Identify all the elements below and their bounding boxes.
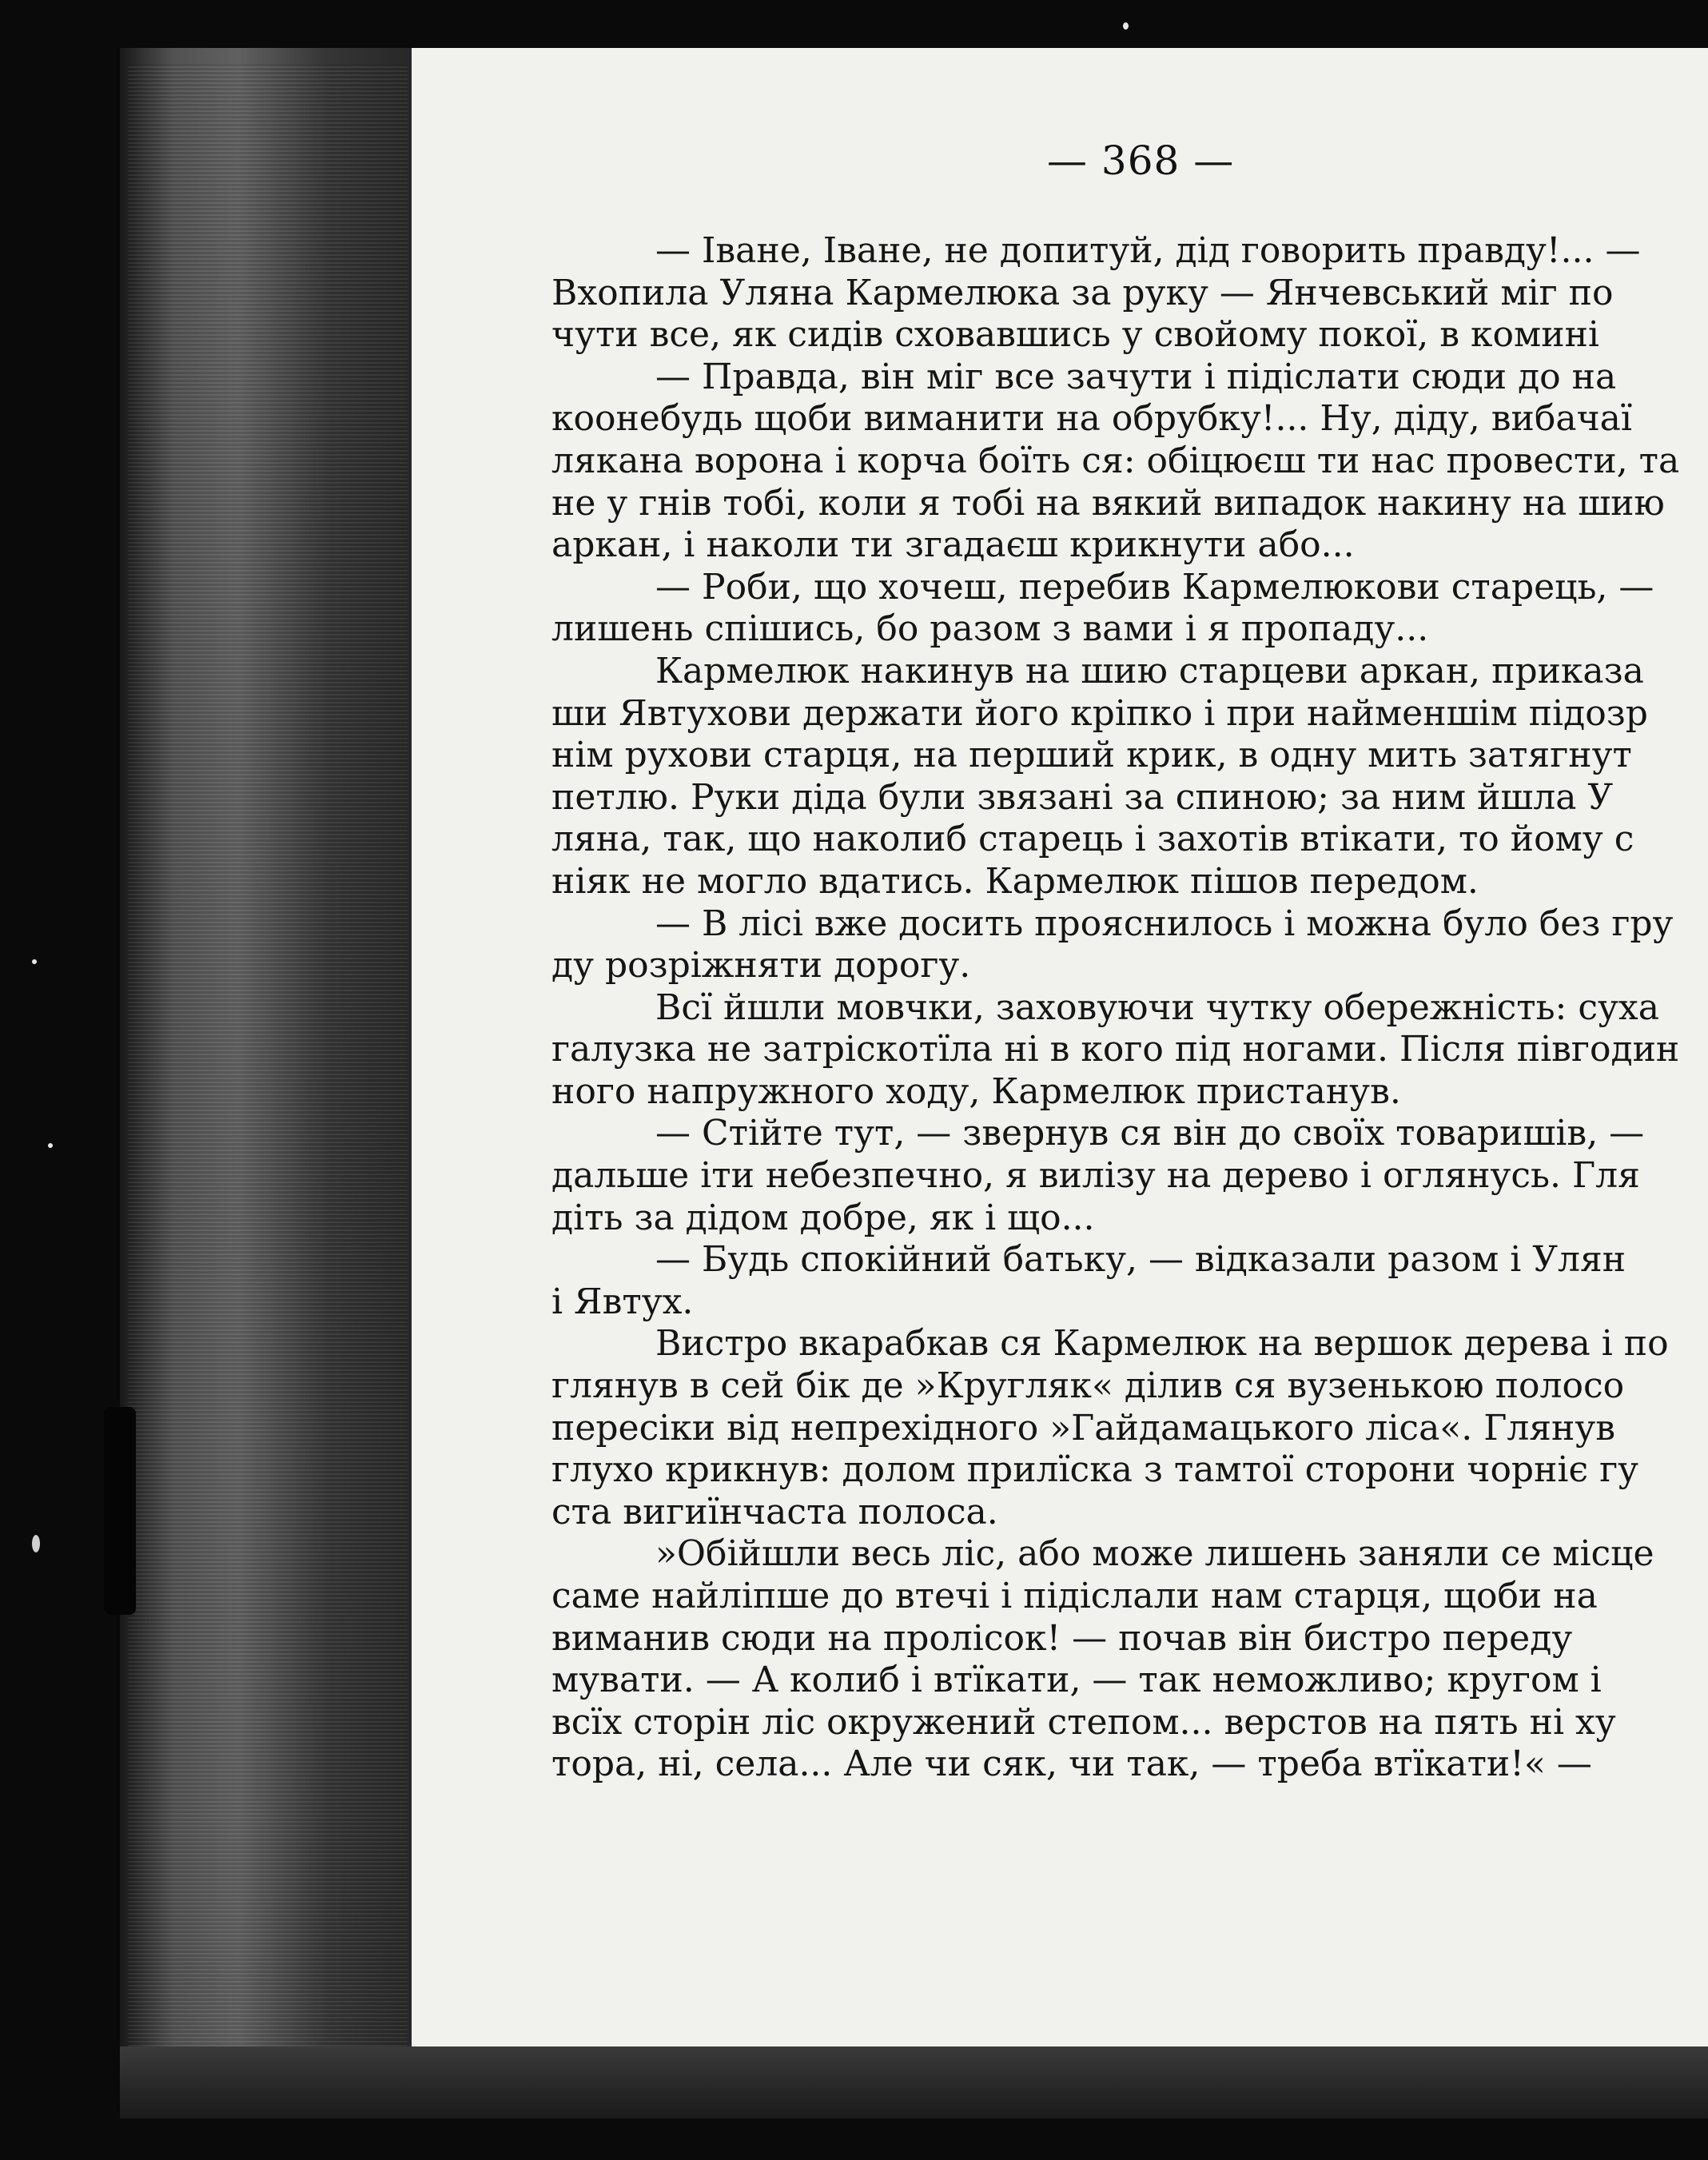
book-page <box>412 48 1708 2046</box>
text-line: коонебудь щоби виманити на обрубку!... Ну, діду, вибачаї <box>551 398 1632 440</box>
page-text <box>551 230 1708 1786</box>
text-line: всїх сторін ліс окружений степом... верстов на пять ні ху <box>551 1701 1616 1743</box>
text-line: Вхопила Уляна Кармелюка за руку — Янчевський міг по <box>551 272 1614 313</box>
text-line: чути все, як сидів сховавшись у свойому покої, в комині <box>551 314 1599 356</box>
text-line: мувати. — А колиб і втїкати, — так неможливо; кругом і <box>551 1660 1602 1701</box>
text-line: Всї йшли мовчки, заховуючи чутку обережність: суха <box>655 986 1659 1028</box>
text-line: пересіки від непрехідного »Гайдамацького ліса«. Глянув <box>551 1407 1616 1449</box>
page-number: — 368 — <box>1047 137 1235 184</box>
text-line: ду розріжняти дорогу. <box>551 945 971 986</box>
text-line: галузка не затріскотїла ні в кого під ногами. Після півгодин <box>551 1029 1680 1070</box>
text-line: тора, ні, села... Але чи сяк, чи так, — треба втїкати!« — <box>551 1744 1592 1785</box>
text-line: ного напружного ходу, Кармелюк пристанув. <box>551 1070 1401 1112</box>
text-line: — Роби, що хочеш, перебив Кармелюкови старець, — <box>655 566 1654 608</box>
text-line: — В лісі вже досить прояснилось і можна було без гру <box>655 903 1674 944</box>
text-line: — Будь спокійний батьку, — відказали разом і Улян <box>655 1239 1626 1281</box>
text-line: петлю. Руки діда були звязані за спиною; за ним йшла У <box>551 776 1614 818</box>
text-line: лишень спішись, бо разом з вами і я пропаду... <box>551 608 1429 650</box>
text-line: — Стійте тут, — звернув ся він до своїх товаришів, — <box>655 1113 1645 1154</box>
text-line: аркан, і наколи ти згадаєш крикнути або... <box>551 524 1355 566</box>
text-line: глянув в сей бік де »Кругляк« ділив ся вузенькою полосо <box>551 1365 1625 1407</box>
text-line: лякана ворона і корча боїть ся: обіцюєш ти нас провести, та <box>551 440 1680 481</box>
text-line: ніяк не могло вдатись. Кармелюк пішов передом. <box>551 860 1479 902</box>
book-bottom-edge <box>120 2046 1708 2118</box>
text-line: ши Явтухови держати його кріпко і при найменшім підозр <box>551 692 1648 734</box>
spine-tear <box>104 1407 136 1615</box>
text-line: діть за дідом добре, як і що... <box>551 1197 1095 1238</box>
text-line: виманив сюди на пролісок! — почав він бистро переду <box>551 1617 1573 1659</box>
scan-speck <box>32 959 37 964</box>
text-line: »Обійшли весь ліс, або може лишень заняли се місце <box>655 1533 1654 1575</box>
text-line: і Явтух. <box>551 1281 694 1322</box>
text-line: — Правда, він міг все зачути і підіслати сюди до на <box>655 356 1617 397</box>
text-line: глухо крикнув: долом прилїска з тамтої сторони чорніє гу <box>551 1449 1639 1491</box>
text-line: — Іване, Іване, не допитуй, дід говорить правду!... — <box>655 230 1641 271</box>
text-line: Кармелюк накинув на шию старцеви аркан, приказа <box>655 650 1644 691</box>
scan-speck <box>32 1535 40 1552</box>
spine-texture <box>128 64 408 2078</box>
text-line: дальше іти небезпечно, я вилізу на дерево і оглянусь. Гля <box>551 1155 1640 1197</box>
scan-speck <box>1123 22 1129 30</box>
text-line: не у гнів тобі, коли я тобі на вякий випадок накину на шию <box>551 482 1665 524</box>
text-line: ста вигиїнчаста полоса. <box>551 1491 998 1532</box>
text-line: ляна, так, що наколиб старець і захотів втікати, то йому с <box>551 819 1634 860</box>
scan-speck <box>48 1143 53 1148</box>
text-line: нім рухови старця, на перший крик, в одну мить затягнут <box>551 735 1632 776</box>
text-line: Вистро вкарабкав ся Кармелюк на вершок дерева і по <box>655 1323 1669 1365</box>
text-line: саме найліпше до втечі і підіслали нам старця, щоби на <box>551 1576 1598 1616</box>
